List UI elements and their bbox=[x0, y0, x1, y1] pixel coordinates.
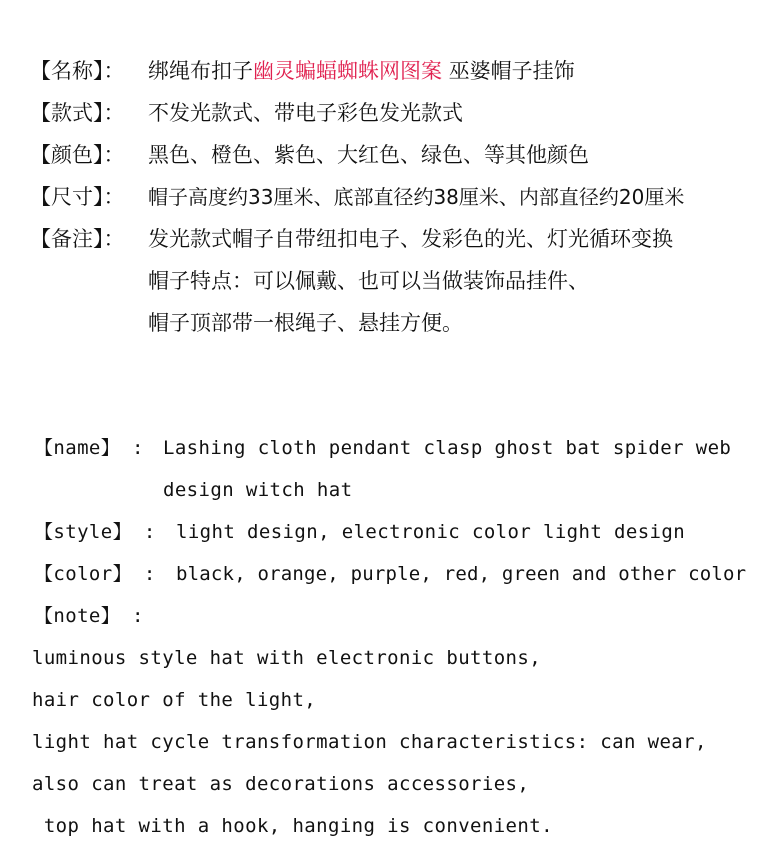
cn-color-label: 【颜色】： bbox=[30, 143, 125, 167]
en-color-row bbox=[34, 560, 746, 588]
en-note-line-2: hair color of the light, bbox=[32, 689, 317, 711]
en-name-line-1: Lashing cloth pendant clasp ghost bat spider web bbox=[163, 437, 732, 459]
en-color-value: black, orange, purple, red, green and other color bbox=[176, 563, 747, 585]
cn-note-line-2: 帽子特点：可以佩戴、也可以当做装饰品挂件、 bbox=[148, 269, 589, 293]
cn-size-row bbox=[30, 182, 684, 212]
cn-note-row bbox=[30, 224, 673, 254]
cn-size-value: 帽子高度约33厘米、底部直径约38厘米、内部直径约20厘米 bbox=[148, 185, 685, 209]
cn-name-value-pre: 绑绳布扣子 bbox=[148, 59, 253, 83]
en-note-line-1: luminous style hat with electronic buttons, bbox=[32, 647, 542, 669]
en-note-line-4: also can treat as decorations accessories, bbox=[32, 773, 530, 795]
en-name-label: 【name】 : bbox=[34, 437, 144, 459]
cn-name-label: 【名称】： bbox=[30, 59, 125, 83]
cn-style-row bbox=[30, 98, 463, 128]
cn-color-value: 黑色、橙色、紫色、大红色、绿色、等其他颜色 bbox=[148, 143, 589, 167]
cn-style-value: 不发光款式、带电子彩色发光款式 bbox=[148, 101, 463, 125]
en-note-label: 【note】 : bbox=[34, 605, 144, 627]
cn-size-label: 【尺寸】： bbox=[30, 185, 125, 209]
en-note-line-3: light hat cycle transformation characteristics: can wear, bbox=[32, 731, 707, 753]
cn-color-row bbox=[30, 140, 589, 170]
en-name-line-2: design witch hat bbox=[163, 479, 353, 501]
cn-note-line-1: 发光款式帽子自带纽扣电子、发彩色的光、灯光循环变换 bbox=[148, 227, 673, 251]
cn-name-value-post: 巫婆帽子挂饰 bbox=[442, 59, 575, 83]
en-style-label: 【style】 : bbox=[34, 521, 156, 543]
en-note-line-5: top hat with a hook, hanging is convenient. bbox=[32, 815, 553, 837]
en-style-row bbox=[34, 518, 685, 546]
cn-name-row bbox=[30, 56, 575, 86]
cn-note-line-3: 帽子顶部带一根绳子、悬挂方便。 bbox=[148, 311, 463, 335]
cn-note-label: 【备注】： bbox=[30, 227, 125, 251]
cn-name-value-highlight: 幽灵蝙蝠蜘蛛网图案 bbox=[253, 59, 442, 83]
en-style-value: light design, electronic color light design bbox=[176, 521, 686, 543]
cn-style-label: 【款式】： bbox=[30, 101, 125, 125]
en-color-label: 【color】 : bbox=[34, 563, 156, 585]
en-name-row bbox=[34, 434, 731, 462]
